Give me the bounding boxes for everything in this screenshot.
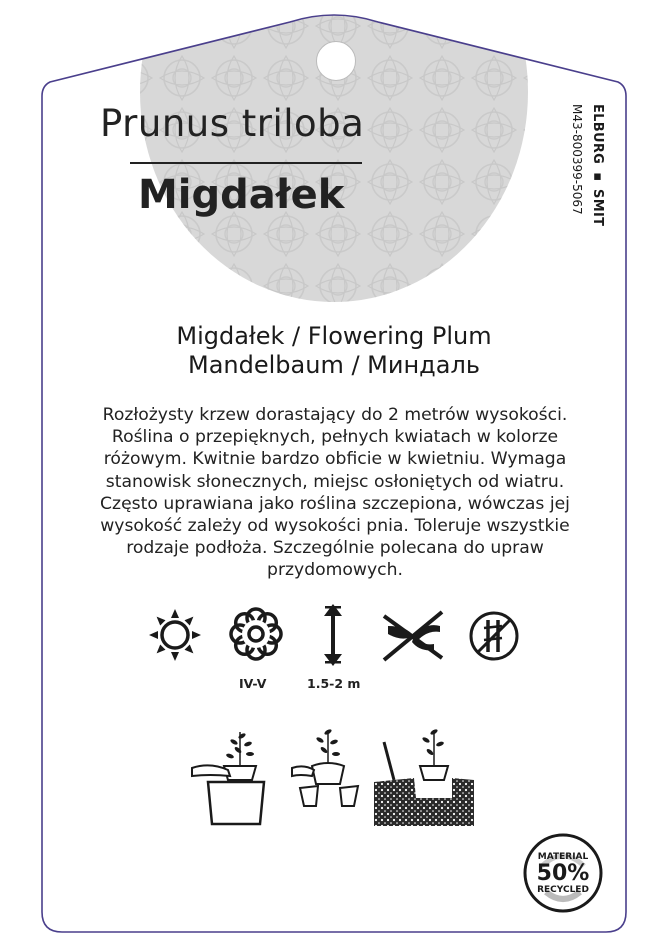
- recycled-material-badge: [522, 832, 604, 914]
- common-names-line-1: Migdałek / Flowering Plum: [176, 322, 492, 350]
- common-names: [100, 322, 568, 380]
- polish-name: Migdałek: [138, 172, 345, 218]
- title-divider: [130, 162, 362, 164]
- height-icon: [316, 604, 350, 666]
- product-code: M43-800399-5067: [570, 104, 584, 215]
- common-names-line-2: Mandelbaum / Миндаль: [188, 351, 480, 379]
- hanging-hole: [316, 41, 356, 81]
- height-label: 1.5-2 m: [307, 676, 361, 691]
- brand-name: ELBURG ▪ SMIT: [590, 104, 605, 227]
- badge-recycled-text: RECYCLED: [537, 885, 589, 895]
- planting-step-3-illustration: [374, 722, 474, 826]
- no-cutting-icon: [468, 610, 520, 662]
- flowering-period-label: IV-V: [239, 676, 267, 691]
- side-info: [556, 104, 616, 244]
- sun-icon: [148, 608, 202, 662]
- flower-icon: [228, 606, 284, 662]
- badge-material-text: MATERIAL: [537, 852, 589, 862]
- pruning-shears-icon: [380, 608, 446, 664]
- description-text: Rozłożysty krzew dorastający do 2 metrów wysokości. Roślina o przepięknych, pełnych kwiatach w kolorze różowym. Kwitnie bardzo obficie w kwietniu. Wymaga stanowisk słonecznych, miejsc osłoniętych od wiatru. Często uprawiana jako roślina szczepiona, wówczas jej wysokość zależy od wysokości pnia. Toleruje wszystkie rodzaje podłoża. Szczególnie polecana do upraw przydomowych.: [100, 405, 570, 581]
- latin-name: Prunus triloba: [100, 102, 365, 145]
- planting-step-2-illustration: [288, 722, 366, 826]
- care-icons-row: [0, 600, 668, 700]
- planting-step-1-illustration: [190, 722, 280, 826]
- badge-percent-text: 50%: [536, 861, 590, 886]
